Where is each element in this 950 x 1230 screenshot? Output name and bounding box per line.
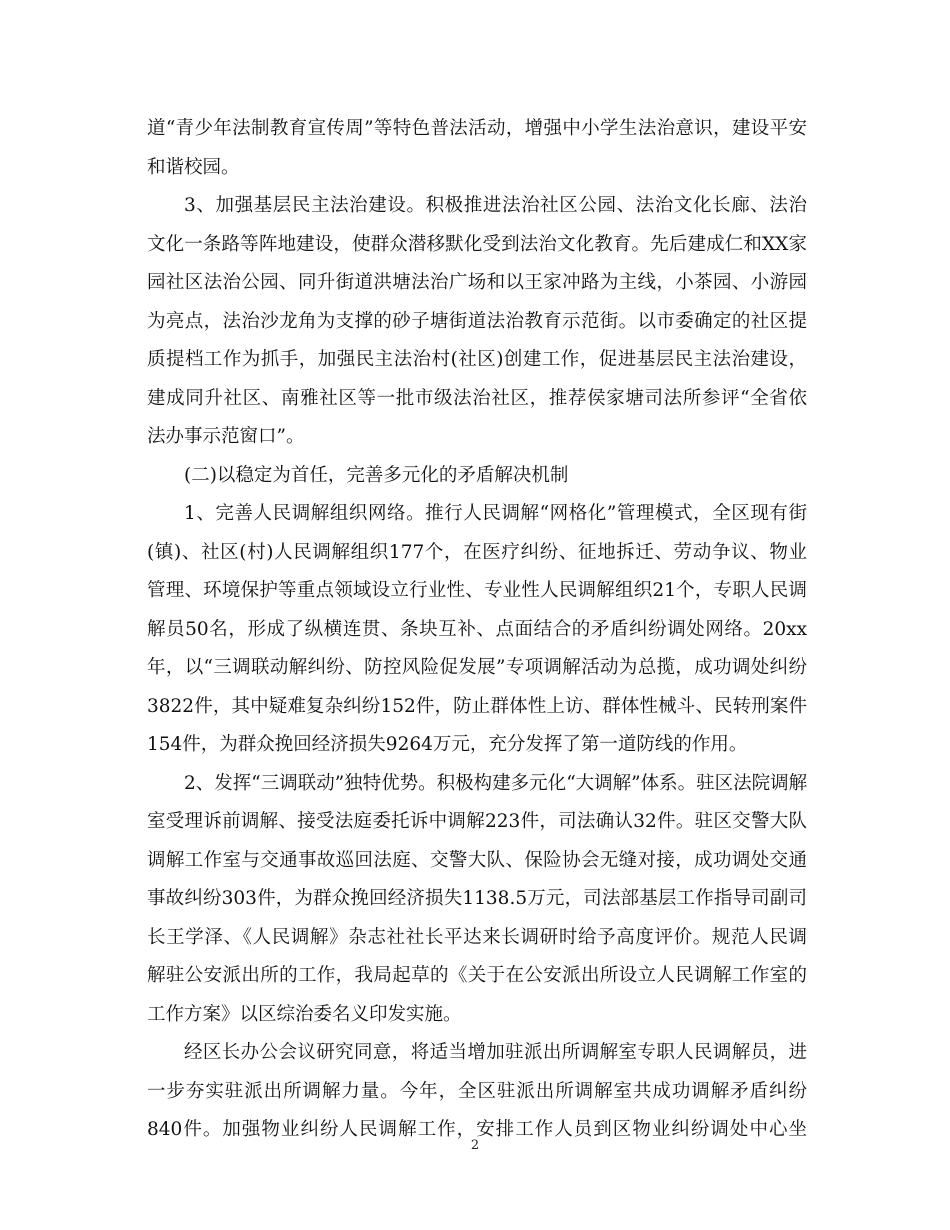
text-line: 建成同升社区、南雅社区等一批市级法治社区，推荐侯家塘司法所参评“全省依 [147, 387, 807, 409]
text-line: 文化一条路等阵地建设，使群众潜移默化受到法治文化教育。先后建成仁和XX家 [147, 233, 807, 255]
text-line: 管理、环境保护等重点领域设立行业性、专业性人民调解组织21个，专职人民调 [147, 580, 807, 601]
text-line: 长王学泽、《人民调解》杂志社社长平达来长调研时给予高度评价。规范人民调 [147, 926, 807, 948]
text-line: 为亮点，法治沙龙角为支撑的砂子塘街道法治教育示范街。以市委确定的社区提 [147, 310, 807, 332]
text-line: 室受理诉前调解、接受法庭委托诉中调解223件，司法确认32件。驻区交警大队 [147, 811, 807, 832]
text-line: 解驻公安派出所的工作，我局起草的《关于在公安派出所设立人民调解工作室的 [147, 965, 807, 986]
text-line: 园社区法治公园、同升街道洪塘法治广场和以王家冲路为主线，小茶园、小游园 [147, 272, 807, 293]
text-line: (镇)、社区(村)人民调解组织177个，在医疗纠纷、征地拆迁、劳动争议、物业 [147, 541, 807, 563]
text-line: 事故纠纷303件，为群众挽回经济损失1138.5万元，司法部基层工作指导司副司 [147, 888, 807, 909]
text-line: (二)以稳定为首任，完善多元化的矛盾解决机制 [184, 464, 569, 486]
text-line: 解员50名，形成了纵横连贯、条块互补、点面结合的矛盾纠纷调处网络。20xx [147, 618, 807, 640]
text-line: 3、加强基层民主法治建设。积极推进法治社区公园、法治文化长廊、法治 [184, 195, 807, 216]
text-line: 3822件，其中疑难复杂纠纷152件，防止群体性上访、群体性械斗、民转刑案件 [147, 695, 807, 717]
text-line: 调解工作室与交通事故巡回法庭、交警大队、保险协会无缝对接，成功调处交通 [147, 849, 807, 871]
text-line: 2、发挥“三调联动”独特优势。积极构建多元化“大调解”体系。驻区法院调解 [184, 772, 808, 794]
text-line: 年，以“三调联动解纠纷、防控风险促发展”专项调解活动为总揽，成功调处纠纷 [147, 657, 807, 678]
text-line: 法办事示范窗口”。 [147, 426, 305, 447]
text-line: 和谐校园。 [147, 156, 240, 178]
text-line: 一步夯实驻派出所调解力量。今年，全区驻派出所调解室共成功调解矛盾纠纷 [147, 1080, 807, 1102]
text-line: 840件。加强物业纠纷人民调解工作，安排工作人员到区物业纠纷调处中心坐 [147, 1119, 807, 1140]
text-line: 1、完善人民调解组织网络。推行人民调解“网格化”管理模式，全区现有街 [184, 503, 807, 524]
text-line: 154件，为群众挽回经济损失9264万元，充分发挥了第一道防线的作用。 [147, 734, 748, 755]
text-line: 道“青少年法制教育宣传周”等特色普法活动，增强中小学生法治意识，建设平安 [147, 118, 807, 139]
text-line: 质提档工作为抓手，加强民主法治村(社区)创建工作，促进基层民主法治建设， [147, 349, 807, 370]
text-line: 工作方案》以区综治委名义印发实施。 [147, 1003, 462, 1025]
page-number: 2 [470, 1138, 480, 1153]
text-line: 经区长办公会议研究同意，将适当增加驻派出所调解室专职人民调解员，进 [184, 1042, 807, 1063]
body-text [147, 110, 807, 1150]
